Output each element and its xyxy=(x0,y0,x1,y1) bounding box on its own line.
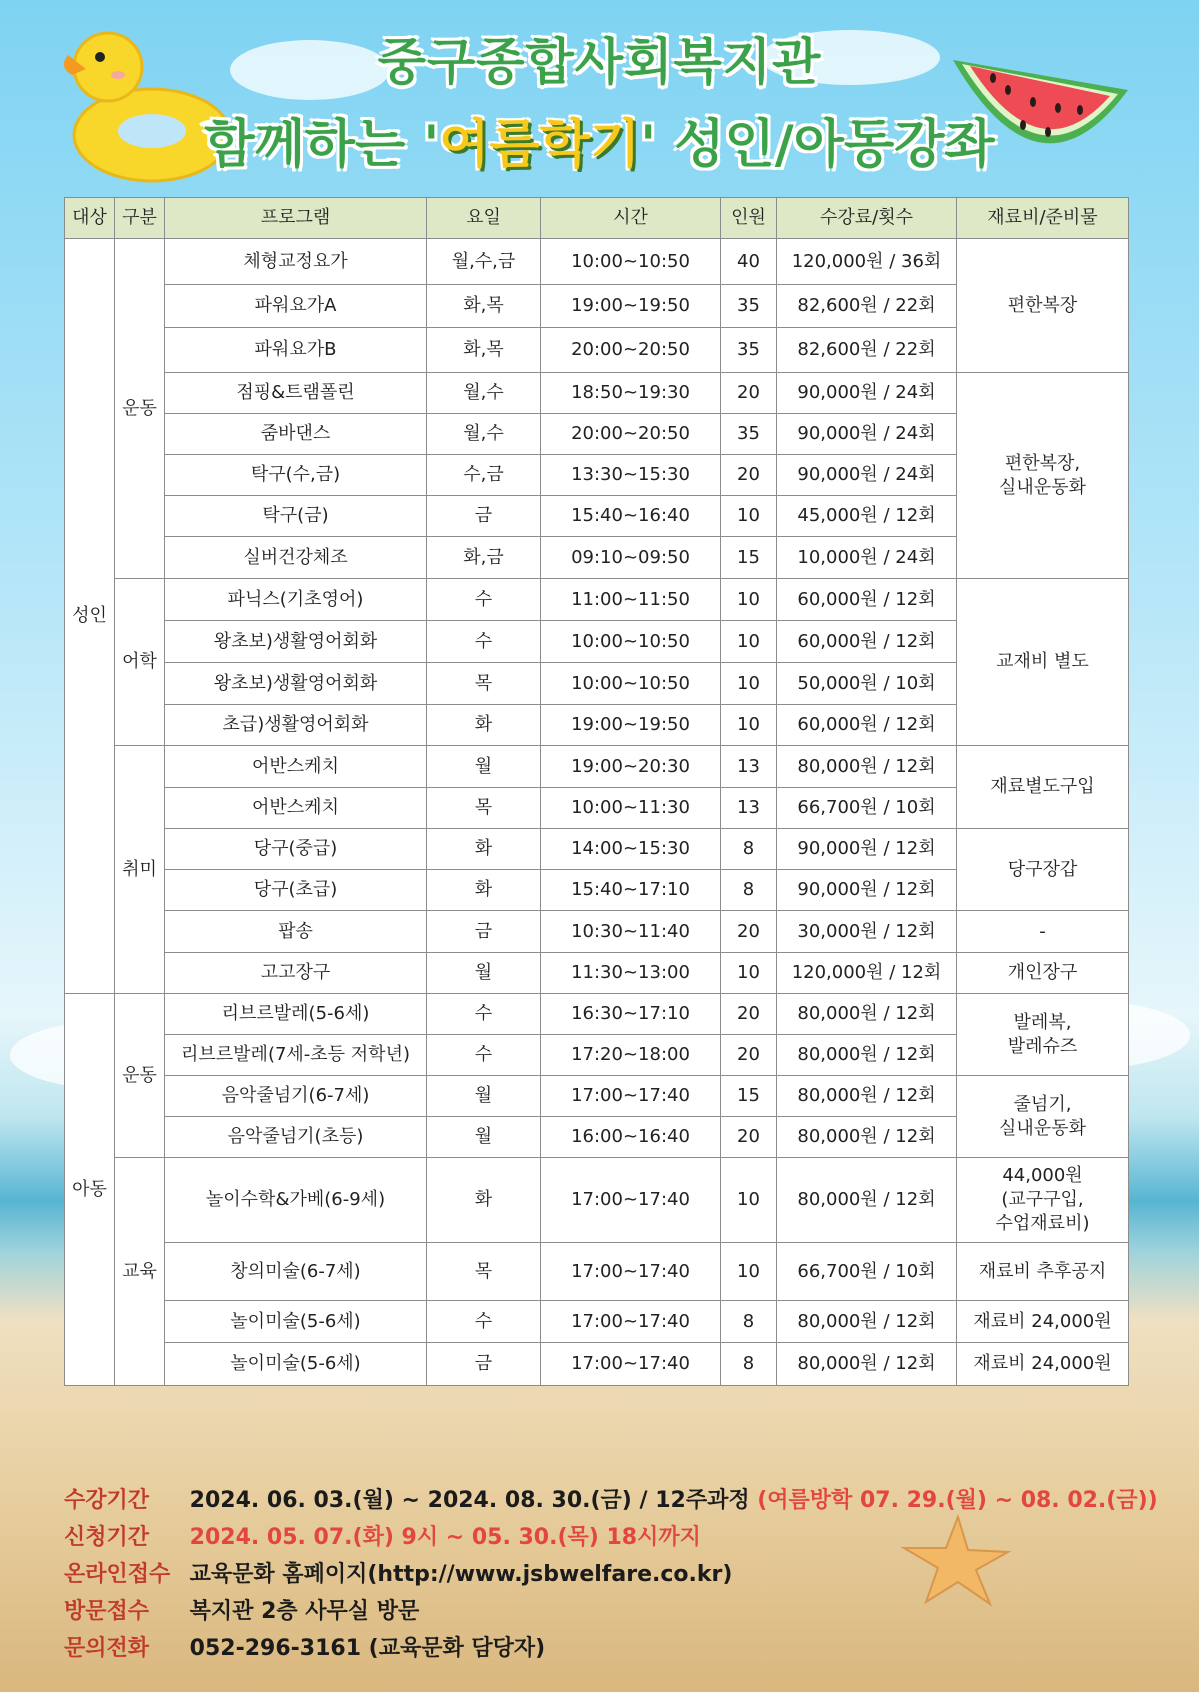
capacity-cell: 8 xyxy=(721,829,777,870)
time-cell: 17:00~17:40 xyxy=(541,1076,721,1117)
days-cell: 수 xyxy=(427,1035,541,1076)
program-cell: 실버건강체조 xyxy=(165,537,427,579)
days-cell: 월 xyxy=(427,953,541,994)
category-cell: 운동 xyxy=(115,994,165,1158)
phone-row xyxy=(64,1630,1164,1667)
table-row xyxy=(65,579,1129,621)
fee-cell: 80,000원 / 12회 xyxy=(777,994,957,1035)
target-cell: 성인 xyxy=(65,239,115,994)
days-cell: 수 xyxy=(427,994,541,1035)
program-cell: 고고장구 xyxy=(165,953,427,994)
program-cell: 당구(초급) xyxy=(165,870,427,911)
days-cell: 금 xyxy=(427,911,541,953)
header-category: 구분 xyxy=(115,198,165,239)
fee-cell: 80,000원 / 12회 xyxy=(777,1117,957,1158)
materials-cell: 개인장구 xyxy=(957,953,1129,994)
apply-row xyxy=(64,1519,1164,1556)
capacity-cell: 40 xyxy=(721,239,777,285)
table-row xyxy=(65,239,1129,285)
program-cell: 당구(중급) xyxy=(165,829,427,870)
fee-cell: 80,000원 / 12회 xyxy=(777,1035,957,1076)
table-row xyxy=(65,746,1129,788)
time-cell: 16:00~16:40 xyxy=(541,1117,721,1158)
capacity-cell: 35 xyxy=(721,414,777,455)
table-row xyxy=(65,994,1129,1035)
materials-cell: 재료별도구입 xyxy=(957,746,1129,829)
apply-value: 2024. 05. 07.(화) 9시 ~ 05. 30.(목) 18시까지 xyxy=(189,1525,701,1550)
fee-cell: 60,000원 / 12회 xyxy=(777,621,957,663)
fee-cell: 66,700원 / 10회 xyxy=(777,788,957,829)
table-body xyxy=(65,239,1129,1386)
capacity-cell: 20 xyxy=(721,455,777,496)
title-line1: 중구종합사회복지관 xyxy=(377,33,822,91)
fee-cell: 90,000원 / 24회 xyxy=(777,414,957,455)
title-line2-post: ' 성인/아동강좌 xyxy=(640,115,995,175)
header-time: 시간 xyxy=(541,198,721,239)
capacity-cell: 10 xyxy=(721,621,777,663)
program-cell: 왕초보)생활영어회화 xyxy=(165,621,427,663)
time-cell: 11:00~11:50 xyxy=(541,579,721,621)
table-header-row xyxy=(65,198,1129,239)
days-cell: 수,금 xyxy=(427,455,541,496)
days-cell: 수 xyxy=(427,1301,541,1343)
time-cell: 19:00~19:50 xyxy=(541,285,721,328)
program-cell: 점핑&트램폴린 xyxy=(165,373,427,414)
fee-cell: 30,000원 / 12회 xyxy=(777,911,957,953)
days-cell: 화 xyxy=(427,870,541,911)
program-cell: 탁구(수,금) xyxy=(165,455,427,496)
capacity-cell: 10 xyxy=(721,1158,777,1243)
visit-label: 방문접수 xyxy=(64,1599,150,1624)
days-cell: 월,수 xyxy=(427,414,541,455)
category-cell: 취미 xyxy=(115,746,165,994)
category-cell: 운동 xyxy=(115,239,165,579)
fee-cell: 120,000원 / 36회 xyxy=(777,239,957,285)
materials-cell: 발레복, 발레슈즈 xyxy=(957,994,1129,1076)
time-cell: 19:00~19:50 xyxy=(541,705,721,746)
fee-cell: 45,000원 / 12회 xyxy=(777,496,957,537)
online-label: 온라인접수 xyxy=(64,1562,171,1587)
fee-cell: 80,000원 / 12회 xyxy=(777,1343,957,1386)
materials-cell: 44,000원 (교구구입, 수업재료비) xyxy=(957,1158,1129,1243)
table-row xyxy=(65,1158,1129,1243)
time-cell: 17:00~17:40 xyxy=(541,1243,721,1301)
category-cell: 교육 xyxy=(115,1158,165,1386)
header-target: 대상 xyxy=(65,198,115,239)
program-cell: 탁구(금) xyxy=(165,496,427,537)
capacity-cell: 20 xyxy=(721,1117,777,1158)
program-cell: 음악줄넘기(6-7세) xyxy=(165,1076,427,1117)
phone-label: 문의전화 xyxy=(64,1636,150,1661)
table-row xyxy=(65,953,1129,994)
fee-cell: 90,000원 / 24회 xyxy=(777,373,957,414)
capacity-cell: 35 xyxy=(721,285,777,328)
program-cell: 파닉스(기초영어) xyxy=(165,579,427,621)
period-note: (여름방학 07. 29.(월) ~ 08. 02.(금)) xyxy=(757,1488,1158,1513)
materials-cell: 줄넘기, 실내운동화 xyxy=(957,1076,1129,1158)
table-row xyxy=(65,1301,1129,1343)
time-cell: 19:00~20:30 xyxy=(541,746,721,788)
fee-cell: 80,000원 / 12회 xyxy=(777,1158,957,1243)
time-cell: 09:10~09:50 xyxy=(541,537,721,579)
days-cell: 월 xyxy=(427,1117,541,1158)
time-cell: 10:00~10:50 xyxy=(541,663,721,705)
capacity-cell: 8 xyxy=(721,1301,777,1343)
materials-cell: 편한복장 xyxy=(957,239,1129,373)
fee-cell: 82,600원 / 22회 xyxy=(777,328,957,373)
program-cell: 놀이미술(5-6세) xyxy=(165,1301,427,1343)
fee-cell: 80,000원 / 12회 xyxy=(777,746,957,788)
capacity-cell: 10 xyxy=(721,953,777,994)
target-cell: 아동 xyxy=(65,994,115,1386)
title-line2-pre: 함께하는 ' xyxy=(204,115,440,175)
capacity-cell: 10 xyxy=(721,579,777,621)
header-days: 요일 xyxy=(427,198,541,239)
fee-cell: 10,000원 / 24회 xyxy=(777,537,957,579)
period-label: 수강기간 xyxy=(64,1488,150,1513)
fee-cell: 50,000원 / 10회 xyxy=(777,663,957,705)
table-row xyxy=(65,829,1129,870)
fee-cell: 120,000원 / 12회 xyxy=(777,953,957,994)
fee-cell: 60,000원 / 12회 xyxy=(777,579,957,621)
time-cell: 10:00~10:50 xyxy=(541,621,721,663)
materials-cell: 교재비 별도 xyxy=(957,579,1129,746)
period-row xyxy=(64,1482,1164,1519)
program-cell: 줌바댄스 xyxy=(165,414,427,455)
days-cell: 화 xyxy=(427,829,541,870)
program-cell: 왕초보)생활영어회화 xyxy=(165,663,427,705)
materials-cell: 재료비 24,000원 xyxy=(957,1301,1129,1343)
fee-cell: 82,600원 / 22회 xyxy=(777,285,957,328)
days-cell: 수 xyxy=(427,621,541,663)
capacity-cell: 13 xyxy=(721,746,777,788)
header-fee: 수강료/횟수 xyxy=(777,198,957,239)
time-cell: 15:40~16:40 xyxy=(541,496,721,537)
program-cell: 놀이미술(5-6세) xyxy=(165,1343,427,1386)
days-cell: 화 xyxy=(427,705,541,746)
days-cell: 목 xyxy=(427,663,541,705)
days-cell: 금 xyxy=(427,1343,541,1386)
time-cell: 14:00~15:30 xyxy=(541,829,721,870)
fee-cell: 80,000원 / 12회 xyxy=(777,1301,957,1343)
program-cell: 놀이수학&가베(6-9세) xyxy=(165,1158,427,1243)
apply-label: 신청기간 xyxy=(64,1525,150,1550)
period-value: 2024. 06. 03.(월) ~ 2024. 08. 30.(금) / 12주과정 xyxy=(189,1488,750,1513)
program-cell: 어반스케치 xyxy=(165,746,427,788)
fee-cell: 90,000원 / 24회 xyxy=(777,455,957,496)
visit-value: 복지관 2층 사무실 방문 xyxy=(189,1599,420,1624)
materials-cell: 재료비 추후공지 xyxy=(957,1243,1129,1301)
days-cell: 수 xyxy=(427,579,541,621)
time-cell: 17:00~17:40 xyxy=(541,1301,721,1343)
capacity-cell: 20 xyxy=(721,373,777,414)
program-cell: 파워요가A xyxy=(165,285,427,328)
capacity-cell: 10 xyxy=(721,705,777,746)
capacity-cell: 20 xyxy=(721,1035,777,1076)
capacity-cell: 8 xyxy=(721,1343,777,1386)
days-cell: 월 xyxy=(427,1076,541,1117)
time-cell: 17:20~18:00 xyxy=(541,1035,721,1076)
capacity-cell: 20 xyxy=(721,911,777,953)
program-cell: 팝송 xyxy=(165,911,427,953)
capacity-cell: 10 xyxy=(721,496,777,537)
materials-cell: 재료비 24,000원 xyxy=(957,1343,1129,1386)
capacity-cell: 10 xyxy=(721,663,777,705)
program-cell: 음악줄넘기(초등) xyxy=(165,1117,427,1158)
time-cell: 10:00~11:30 xyxy=(541,788,721,829)
time-cell: 13:30~15:30 xyxy=(541,455,721,496)
days-cell: 화 xyxy=(427,1158,541,1243)
table-row xyxy=(65,1343,1129,1386)
program-cell: 어반스케치 xyxy=(165,788,427,829)
time-cell: 10:30~11:40 xyxy=(541,911,721,953)
category-cell: 어학 xyxy=(115,579,165,746)
table-row xyxy=(65,1243,1129,1301)
program-cell: 초급)생활영어회화 xyxy=(165,705,427,746)
program-cell: 체형교정요가 xyxy=(165,239,427,285)
days-cell: 화,금 xyxy=(427,537,541,579)
header-capacity: 인원 xyxy=(721,198,777,239)
program-cell: 창의미술(6-7세) xyxy=(165,1243,427,1301)
days-cell: 월,수 xyxy=(427,373,541,414)
time-cell: 16:30~17:10 xyxy=(541,994,721,1035)
phone-value: 052-296-3161 (교육문화 담당자) xyxy=(189,1636,546,1661)
time-cell: 20:00~20:50 xyxy=(541,328,721,373)
program-cell: 리브르발레(7세-초등 저학년) xyxy=(165,1035,427,1076)
capacity-cell: 10 xyxy=(721,1243,777,1301)
days-cell: 월 xyxy=(427,746,541,788)
fee-cell: 80,000원 / 12회 xyxy=(777,1076,957,1117)
time-cell: 20:00~20:50 xyxy=(541,414,721,455)
days-cell: 목 xyxy=(427,788,541,829)
time-cell: 17:00~17:40 xyxy=(541,1158,721,1243)
capacity-cell: 8 xyxy=(721,870,777,911)
fee-cell: 60,000원 / 12회 xyxy=(777,705,957,746)
program-cell: 리브르발레(5-6세) xyxy=(165,994,427,1035)
materials-cell: 당구장갑 xyxy=(957,829,1129,911)
capacity-cell: 13 xyxy=(721,788,777,829)
schedule-table xyxy=(64,197,1129,1386)
days-cell: 화,목 xyxy=(427,328,541,373)
online-value[interactable]: 교육문화 홈페이지(http://www.jsbwelfare.co.kr) xyxy=(189,1562,733,1587)
program-cell: 파워요가B xyxy=(165,328,427,373)
header-materials: 재료비/준비물 xyxy=(957,198,1129,239)
info-footer xyxy=(64,1482,1164,1667)
time-cell: 15:40~17:10 xyxy=(541,870,721,911)
time-cell: 17:00~17:40 xyxy=(541,1343,721,1386)
time-cell: 18:50~19:30 xyxy=(541,373,721,414)
capacity-cell: 15 xyxy=(721,537,777,579)
days-cell: 금 xyxy=(427,496,541,537)
fee-cell: 90,000원 / 12회 xyxy=(777,829,957,870)
header-program: 프로그램 xyxy=(165,198,427,239)
days-cell: 화,목 xyxy=(427,285,541,328)
table-row xyxy=(65,1076,1129,1117)
online-row xyxy=(64,1556,1164,1593)
title-line2 xyxy=(0,102,1199,177)
fee-cell: 90,000원 / 12회 xyxy=(777,870,957,911)
materials-cell: - xyxy=(957,911,1129,953)
capacity-cell: 15 xyxy=(721,1076,777,1117)
days-cell: 월,수,금 xyxy=(427,239,541,285)
table-row xyxy=(65,911,1129,953)
days-cell: 목 xyxy=(427,1243,541,1301)
capacity-cell: 20 xyxy=(721,994,777,1035)
materials-cell: 편한복장, 실내운동화 xyxy=(957,373,1129,579)
time-cell: 10:00~10:50 xyxy=(541,239,721,285)
time-cell: 11:30~13:00 xyxy=(541,953,721,994)
fee-cell: 66,700원 / 10회 xyxy=(777,1243,957,1301)
title-highlight: 여름학기 xyxy=(439,115,641,175)
table-row xyxy=(65,373,1129,414)
capacity-cell: 35 xyxy=(721,328,777,373)
visit-row xyxy=(64,1593,1164,1630)
